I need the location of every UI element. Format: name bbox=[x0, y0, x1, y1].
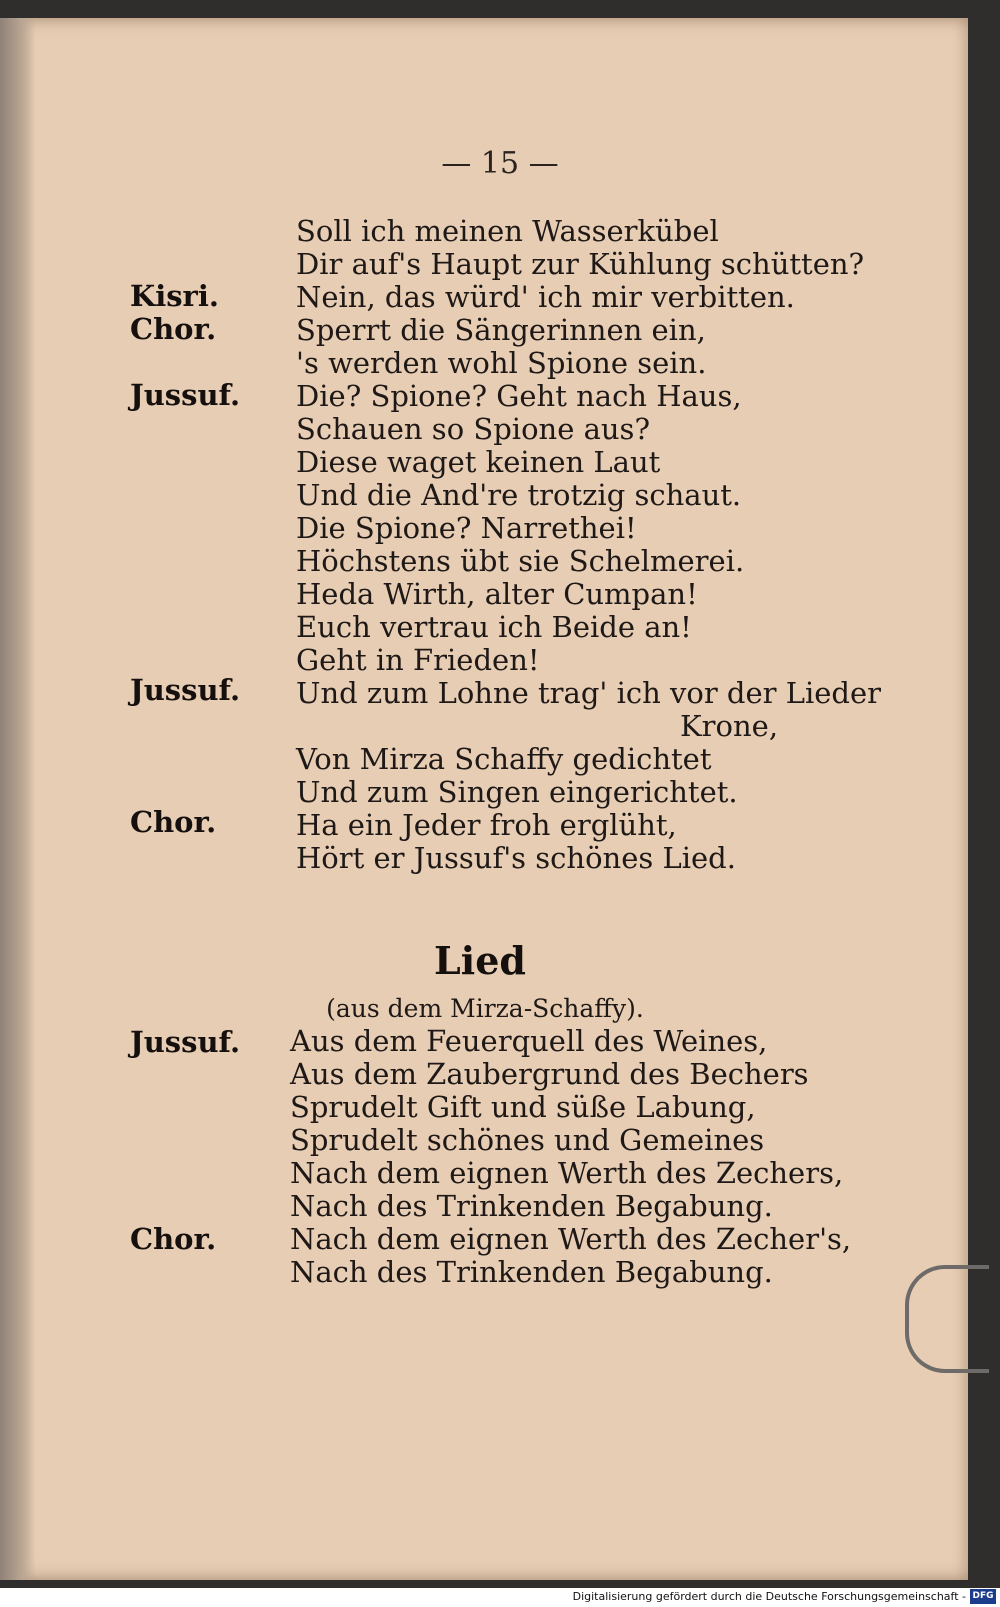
speaker-label: Chor. bbox=[130, 1222, 217, 1256]
dfg-logo: DFG bbox=[970, 1589, 996, 1604]
verse-line: Und zum Singen eingerichtet. bbox=[296, 775, 738, 809]
speaker-label: Jussuf. bbox=[130, 378, 241, 412]
speaker-label: Chor. bbox=[130, 805, 217, 839]
verse-line: Von Mirza Schaffy gedichtet bbox=[296, 742, 712, 776]
verse-line: Euch vertrau ich Beide an! bbox=[296, 610, 692, 644]
verse-line: Soll ich meinen Wasserkübel bbox=[296, 214, 719, 248]
verse-line: Nach des Trinkenden Begabung. bbox=[290, 1255, 773, 1289]
verse-line: Und die And're trotzig schaut. bbox=[296, 478, 742, 512]
speaker-label: Jussuf. bbox=[130, 1025, 241, 1059]
verse-line: Heda Wirth, alter Cumpan! bbox=[296, 577, 698, 611]
song-title: Lied bbox=[434, 938, 526, 983]
verse-line: Sprudelt Gift und süße Labung, bbox=[290, 1090, 756, 1124]
footer-credit: Digitalisierung gefördert durch die Deutsche Forschungsgemeinschaft - bbox=[572, 1590, 966, 1603]
verse-line: Nach dem eignen Werth des Zechers, bbox=[290, 1156, 844, 1190]
verse-line: Und zum Lohne trag' ich vor der Lieder bbox=[296, 676, 882, 710]
speaker-label: Kisri. bbox=[130, 279, 219, 313]
verse-line: Hört er Jussuf's schönes Lied. bbox=[296, 841, 736, 875]
verse-line: Aus dem Feuerquell des Weines, bbox=[290, 1024, 768, 1058]
speaker-label: Jussuf. bbox=[130, 673, 241, 707]
verse-line: Aus dem Zaubergrund des Bechers bbox=[290, 1057, 809, 1091]
verse-line: Sprudelt schönes und Gemeines bbox=[290, 1123, 765, 1157]
verse-line: Sperrt die Sängerinnen ein, bbox=[296, 313, 706, 347]
verse-line: Nach des Trinkenden Begabung. bbox=[290, 1189, 773, 1223]
verse-line: 's werden wohl Spione sein. bbox=[296, 346, 707, 380]
verse-line: Diese waget keinen Laut bbox=[296, 445, 661, 479]
verse-line: Dir auf's Haupt zur Kühlung schütten? bbox=[296, 247, 865, 281]
paper-clip bbox=[905, 1265, 989, 1373]
verse-line-continuation: Krone, bbox=[680, 709, 779, 743]
book-spine-shadow bbox=[0, 18, 36, 1580]
verse-line: Die Spione? Narrethei! bbox=[296, 511, 637, 545]
verse-line: Nach dem eignen Werth des Zecher's, bbox=[290, 1222, 852, 1256]
verse-line: Schauen so Spione aus? bbox=[296, 412, 650, 446]
song-subtitle: (aus dem Mirza-Schaffy). bbox=[326, 994, 644, 1023]
verse-line: Ha ein Jeder froh erglüht, bbox=[296, 808, 677, 842]
verse-line: Nein, das würd' ich mir verbitten. bbox=[296, 280, 795, 314]
digitization-footer bbox=[0, 1588, 1000, 1607]
verse-line: Geht in Frieden! bbox=[296, 643, 540, 677]
page-number: — 15 — bbox=[441, 146, 559, 181]
speaker-label: Chor. bbox=[130, 312, 217, 346]
verse-line: Die? Spione? Geht nach Haus, bbox=[296, 379, 742, 413]
verse-line: Höchstens übt sie Schelmerei. bbox=[296, 544, 745, 578]
